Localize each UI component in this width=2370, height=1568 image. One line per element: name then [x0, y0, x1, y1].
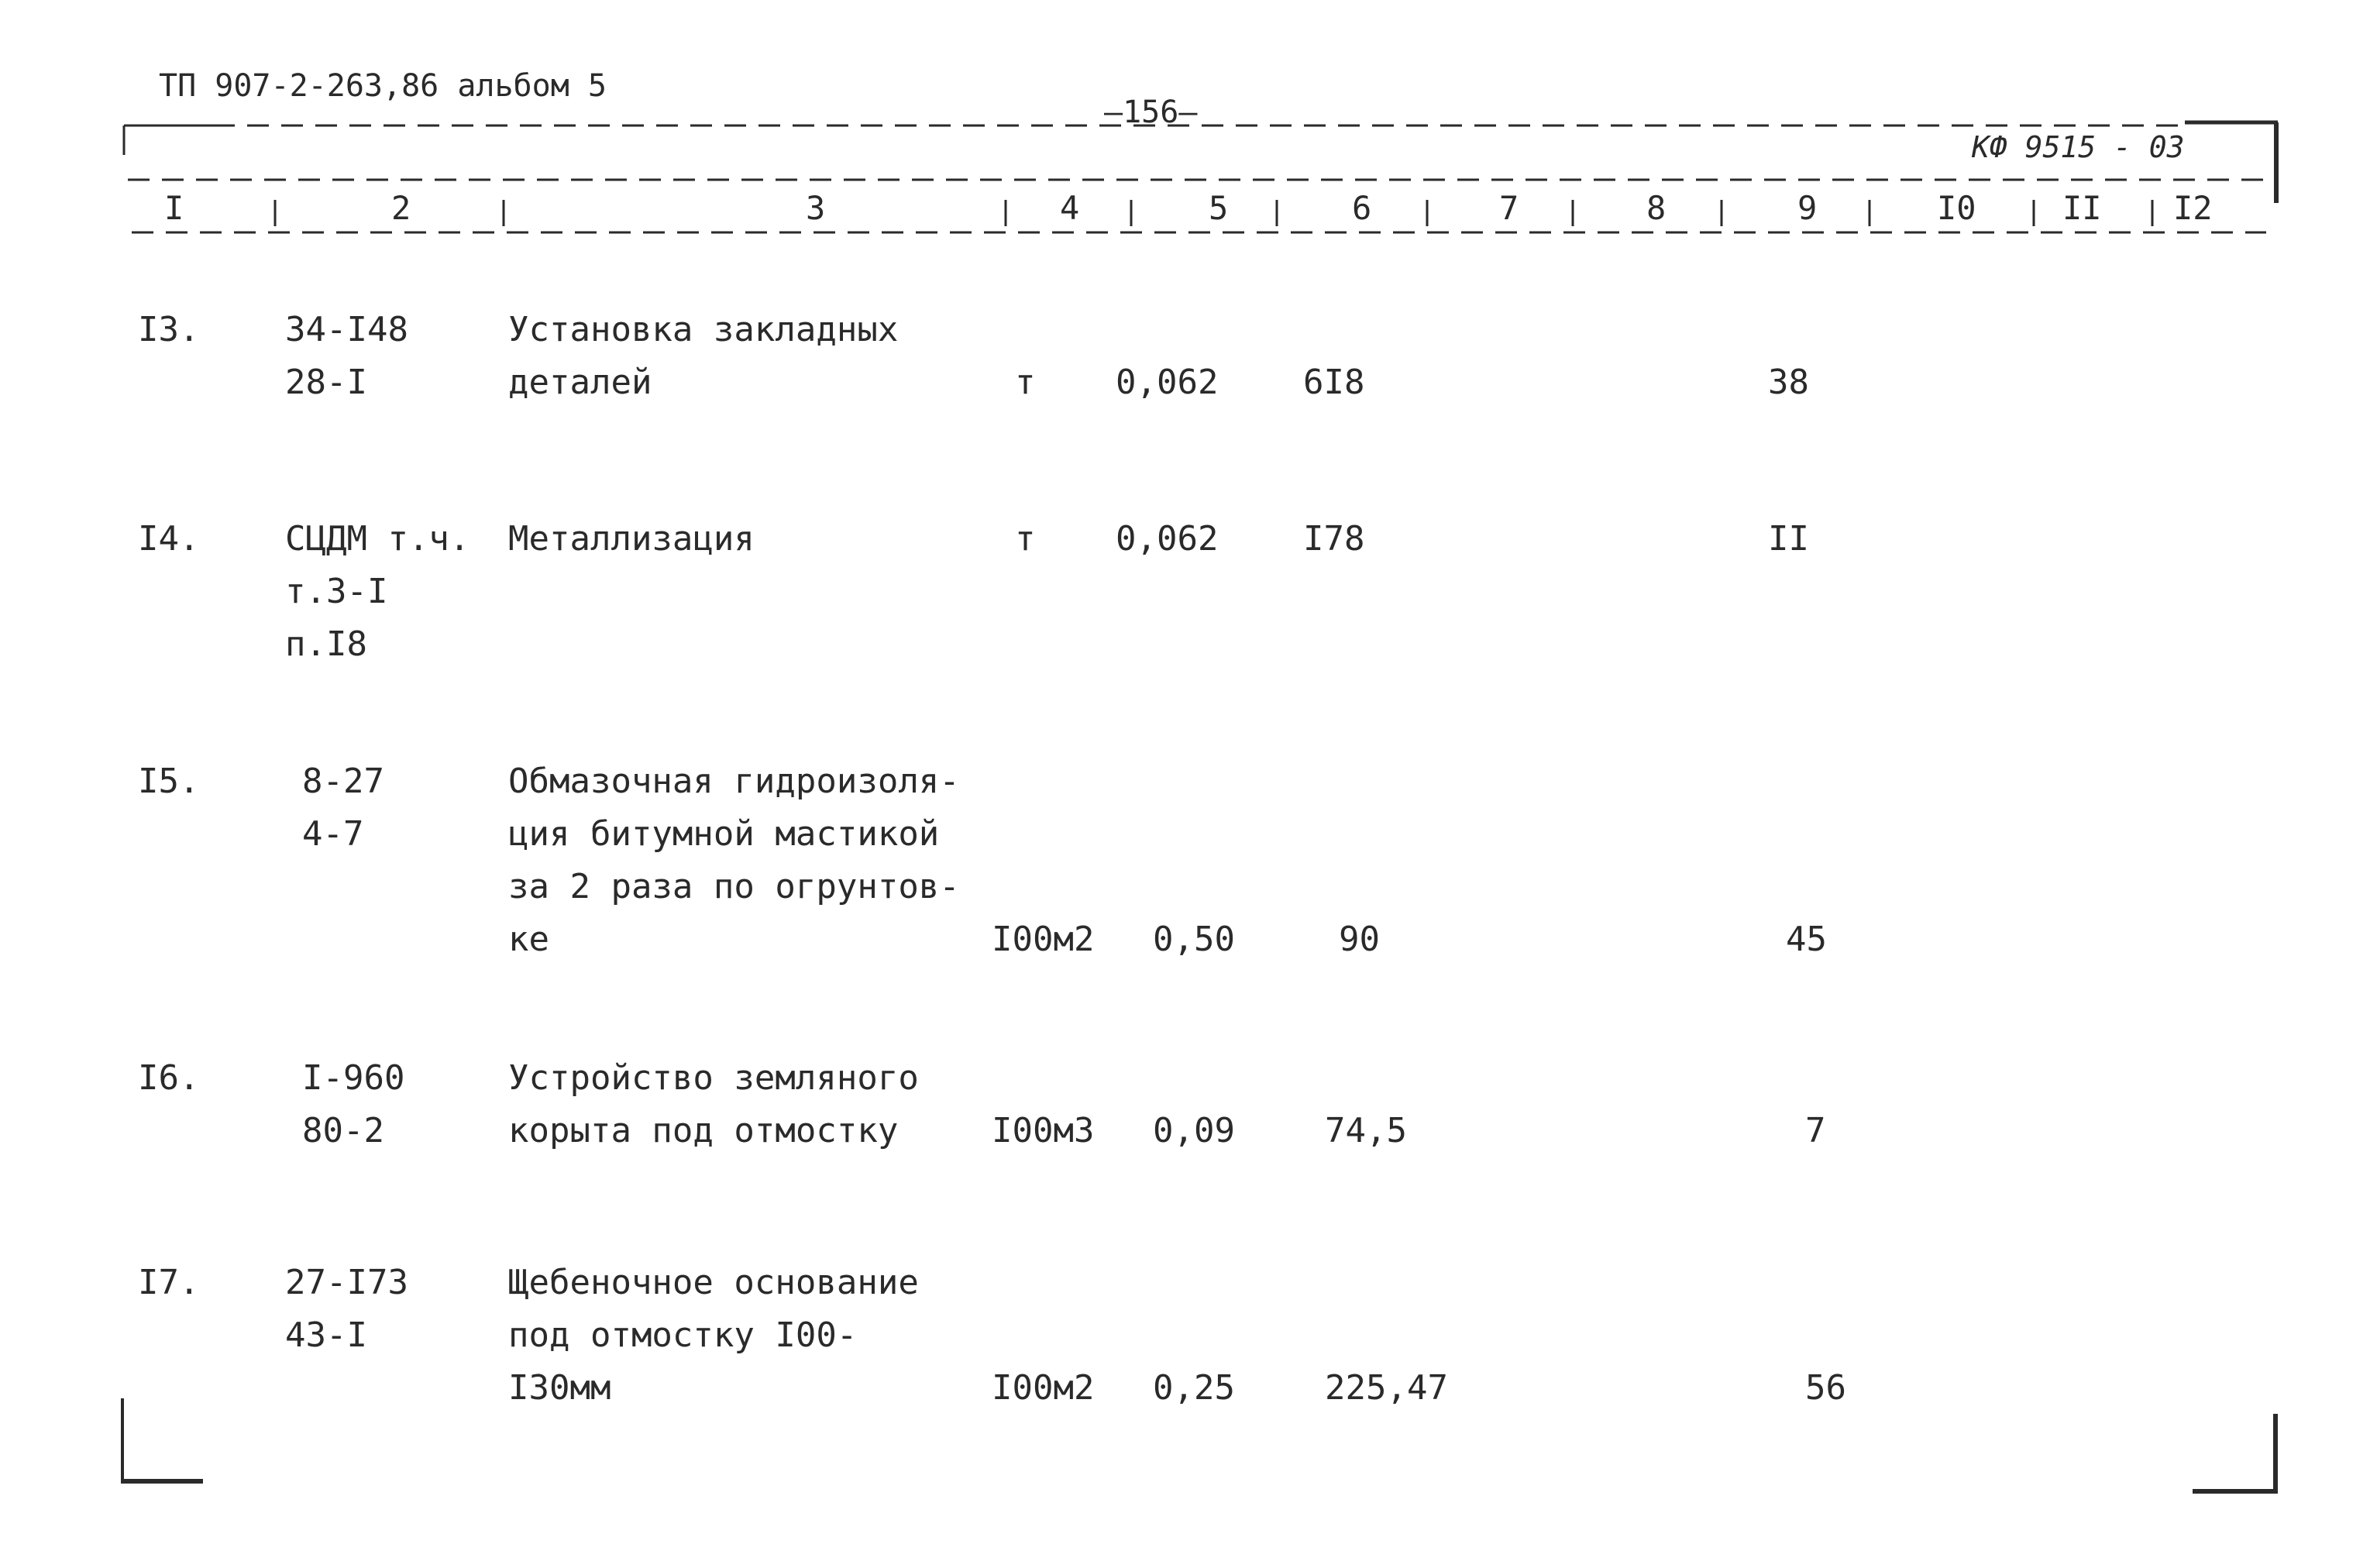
- norm-code: 34-I48 28-I: [285, 310, 408, 402]
- quantity: 0,50: [1153, 920, 1235, 959]
- column-header-6: 6: [1352, 189, 1372, 227]
- norm-code: I-960 80-2: [302, 1058, 405, 1150]
- quantity: 0,062: [1116, 363, 1219, 402]
- column-header-4: 4: [1060, 189, 1080, 227]
- document-code: КФ 9515 - 03: [1972, 130, 2185, 164]
- column-header-8: 8: [1646, 189, 1667, 227]
- column-header-10: I0: [1937, 189, 1976, 227]
- quantity: 0,25: [1153, 1368, 1235, 1408]
- work-description: Установка закладных деталей: [508, 310, 899, 402]
- row-number: I5.: [138, 762, 200, 801]
- column-header-11: II: [2062, 189, 2102, 227]
- quantity: 0,062: [1116, 519, 1219, 559]
- page-number: —156—: [1104, 95, 1198, 130]
- work-description: Щебеночное основание под отмостку I00- I30мм: [508, 1263, 919, 1408]
- column-header-3: 3: [806, 189, 826, 227]
- norm-code: СЦДМ т.ч. т.3-I п.I8: [285, 519, 470, 664]
- unit: I00м2: [992, 920, 1095, 959]
- unit-price: 90: [1339, 920, 1380, 959]
- series-label: ТП 907-2-263,86 альбом 5: [159, 68, 607, 104]
- total-cost: 45: [1786, 920, 1827, 959]
- column-header-5: 5: [1209, 189, 1229, 227]
- unit: т: [1015, 363, 1036, 402]
- unit: т: [1015, 519, 1036, 559]
- row-number: I3.: [138, 310, 200, 349]
- total-cost: 38: [1768, 363, 1809, 402]
- unit: I00м3: [992, 1111, 1095, 1150]
- unit-price: I78: [1303, 519, 1365, 559]
- column-header-7: 7: [1499, 189, 1519, 227]
- row-number: I4.: [138, 519, 200, 559]
- unit-price: 6I8: [1303, 363, 1365, 402]
- row-number: I7.: [138, 1263, 200, 1302]
- column-header-1: I: [164, 189, 184, 227]
- unit: I00м2: [992, 1368, 1095, 1408]
- quantity: 0,09: [1153, 1111, 1235, 1150]
- column-header-12: I2: [2173, 189, 2213, 227]
- work-description: Металлизация: [508, 519, 755, 559]
- total-cost: II: [1768, 519, 1809, 559]
- unit-price: 225,47: [1325, 1368, 1448, 1408]
- norm-code: 27-I73 43-I: [285, 1263, 408, 1355]
- row-number: I6.: [138, 1058, 200, 1098]
- total-cost: 56: [1805, 1368, 1846, 1408]
- total-cost: 7: [1805, 1111, 1826, 1150]
- norm-code: 8-27 4-7: [302, 762, 384, 854]
- column-header-9: 9: [1797, 189, 1818, 227]
- column-header-2: 2: [391, 189, 411, 227]
- work-description: Устройство земляного корыта под отмостку: [508, 1058, 919, 1150]
- unit-price: 74,5: [1325, 1111, 1407, 1150]
- work-description: Обмазочная гидроизоля- ция битумной мастикой за 2 раза по огрунтов- ке: [508, 762, 960, 959]
